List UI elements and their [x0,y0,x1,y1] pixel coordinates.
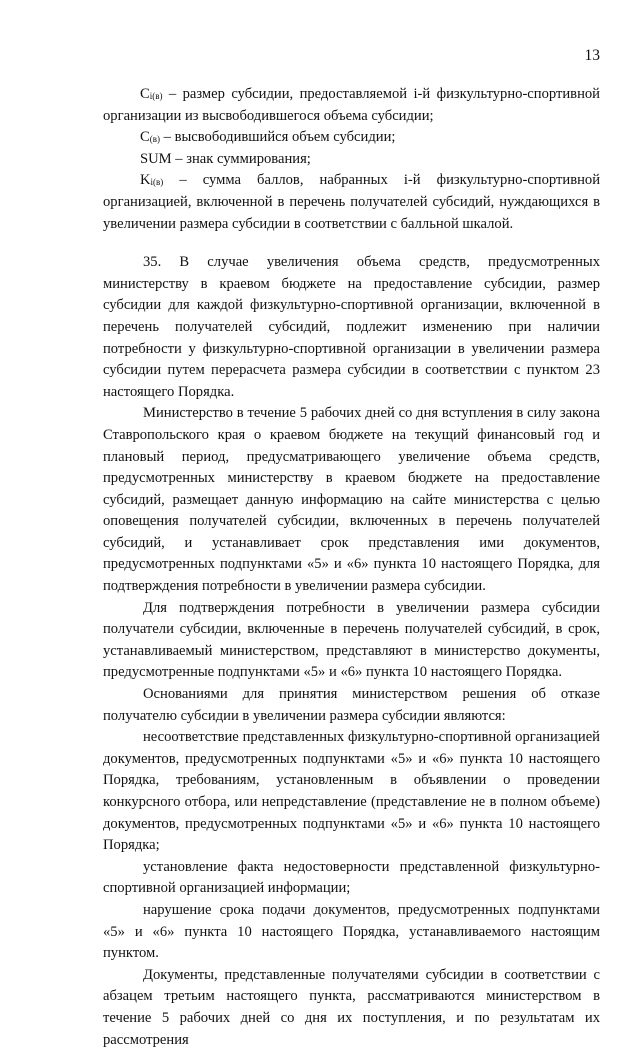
page-number: 13 [584,47,600,64]
definition-text: – высвободившийся объем субсидии; [159,129,396,146]
definition-symbol: C [140,129,150,146]
definition-text: – размер субсидии, предоставляемой i-й физкультурно-спортивной организации из высвободившегося объема субсидии; [103,86,600,124]
paragraph-confirmation: Для подтверждения потребности в увеличении размера субсидии получатели субсидии, включенные в перечень получателей субсидий, в срок, устанавливаемый министерством, представляют в министерство документы, предусмотренные подпунктами «5» и «6» пункта 10 настоящего Порядка. [103,599,600,681]
paragraph-35: 35. В случае увеличения объема средств, предусмотренных министерству в краевом бюджете на предоставление субсидии, размер субсидии для каждой физкультурно-спортивной организации, включенной в перечень получателей субсидий, подлежит изменению при наличии потребности у физкультурно-спортивной организации в увеличении размера субсидии путем перерасчета размера субсидии в соответствии с пунктом 23 настоящего Порядка. [103,254,600,400]
definition-symbol: C [140,86,150,102]
definition-c-v [103,127,600,149]
refusal-ground-item: нарушение срока подачи документов, предусмотренных подпунктами «5» и «6» пункта 10 настоящего Порядка, устанавливаемого настоящим пунктом. [103,901,600,962]
definition-subscript: i(в) [150,177,164,188]
definition-symbol: SUM [140,150,172,167]
definition-subscript: (в) [149,134,160,145]
definition-symbol: K [140,172,151,189]
paragraph-refusal-grounds: Основаниями для принятия министерством решения об отказе получателю субсидии в увеличении размера субсидии являются: [103,686,600,724]
refusal-ground-item: установление факта недостоверности представленной физкультурно-спортивной организацией информации; [103,858,600,897]
definition-c-i-v [103,84,600,127]
paragraph-documents-review: Документы, представленные получателями субсидии в соответствии с абзацем третьим настоящего пункта, рассматриваются министерством в течение 5 рабочих дней со дня их поступления, и по результатам их рассмотрения [103,966,600,1048]
paragraph-ministry-notice: Министерство в течение 5 рабочих дней со дня вступления в силу закона Ставропольского края о краевом бюджете на текущий финансовый год и плановый период, предусматривающего увеличение объема средств, предусмотренных министерству в краевом бюджете на предоставление субсидий, размещает данную информацию на сайте министерства с целью оповещения получателей субсидии, включенных в перечень получателей субсидий, и устанавливает срок представления ими документов, предусмотренных подпунктами «5» и «6» пункта 10 настоящего Порядка, для подтверждения потребности в увеличении размера субсидии. [103,405,600,595]
document-body [103,84,600,1051]
definition-text: – сумма баллов, набранных i-й физкультурно-спортивной организацией, включенной в перечень получателей субсидий, нуждающихся в увеличении размера субсидии в соответствии с балльной шкалой. [103,172,600,232]
definition-subscript: i(в) [149,91,163,101]
definition-sum [103,149,600,171]
definition-text: – знак суммирования; [171,150,311,167]
definition-k-i-v [103,170,600,235]
section-spacer [103,235,600,252]
refusal-ground-item: несоответствие представленных физкультурно-спортивной организацией документов, предусмотренных подпунктами «5» и «6» пункта 10 настоящего Порядка, требованиям, установленным в объявлении о проведении конкурсного отбора, или непредставление (представление не в полном объеме) документов, предусмотренных подпунктами «5» и «6» пункта 10 настоящего Порядка; [103,729,600,854]
